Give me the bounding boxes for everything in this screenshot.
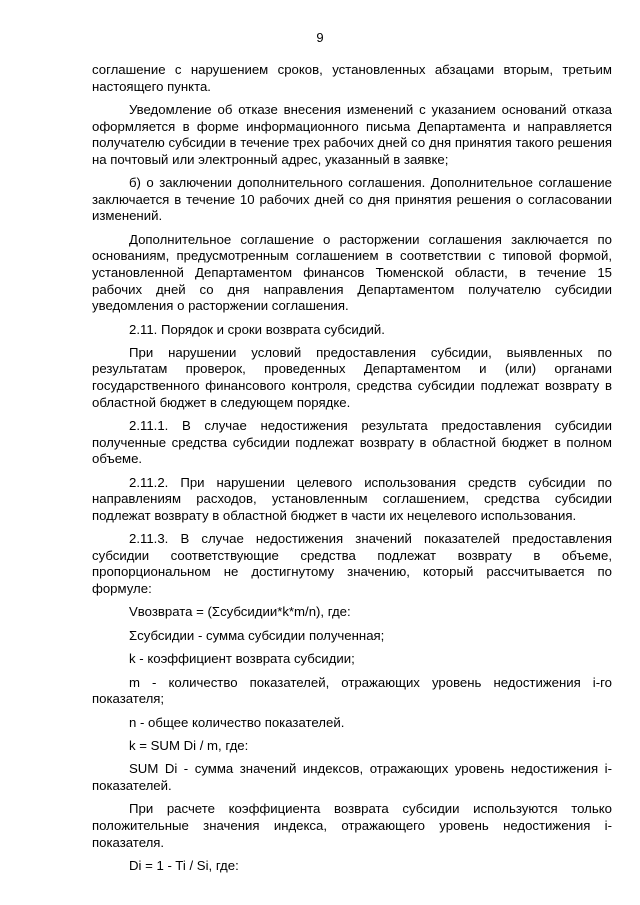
definition-k: k - коэффициент возврата субсидии; bbox=[129, 651, 355, 667]
definition-m: m - количество показателей, отражающих уровень недостижения i-го показателя; bbox=[92, 674, 612, 707]
formula-k: k = SUM Di / m, где: bbox=[129, 737, 249, 753]
definition-sum-di: SUM Di - сумма значений индексов, отражающих уровень недостижения i-показателей. bbox=[92, 761, 612, 793]
section-heading-2-11: 2.11. Порядок и сроки возврата субсидий. bbox=[129, 321, 385, 337]
paragraph-violation-return: При нарушении условий предоставления субсидии, выявленных по результатам проверок, проведенных Департаментом и (или) органами государственного финансового контроля, средства субсидии подлежат возврату в областной бюджет в следующем порядке. bbox=[92, 344, 612, 410]
page-number: 9 bbox=[316, 30, 324, 45]
formula-v-return: Vвозврата = (Σсубсидии*k*m/n), где: bbox=[129, 604, 351, 620]
paragraph-continuation: соглашение с нарушением сроков, установленных абзацами вторым, третьим настоящего пункта. bbox=[92, 62, 612, 94]
clause-2-11-1: 2.11.1. В случае недостижения результата предоставления субсидии полученные средства субсидии подлежат возврату в областной бюджет в полном объеме. bbox=[92, 418, 612, 467]
formula-di: Di = 1 - Ti / Si, где: bbox=[129, 857, 239, 873]
paragraph-refusal-notice: Уведомление об отказе внесения изменений с указанием оснований отказа оформляется в форме информационного письма Департамента и направляется получателю субсидии в течение трех рабочих дней со дня принятия такого решения на почтовый или электронный адрес, указанный в заявке; bbox=[92, 101, 612, 167]
definition-n: n - общее количество показателей. bbox=[129, 714, 345, 730]
clause-2-11-3: 2.11.3. В случае недостижения значений показателей предоставления субсидии соответствующие средства подлежат возврату в объеме, пропорциональном не достигнутому значению, который рассчитывается по формуле: bbox=[92, 531, 612, 596]
definition-sum-subsidy: Σсубсидии - сумма субсидии полученная; bbox=[129, 627, 385, 643]
paragraph-termination-agreement: Дополнительное соглашение о расторжении соглашения заключается по основаниям, предусмотренным соглашением в соответствии с типовой формой, установленной Департаментом финансов Тюменской области, в течение 15 рабочих дней со дня направления Департаментом получателю субсидии уведомления о расторжении соглашения. bbox=[92, 231, 612, 314]
paragraph-additional-agreement: б) о заключении дополнительного соглашения. Дополнительное соглашение заключается в течение 10 рабочих дней со дня принятия решения о согласовании изменений. bbox=[92, 175, 612, 224]
clause-2-11-2: 2.11.2. При нарушении целевого использования средств субсидии по направлениям расходов, установленным соглашением, средства субсидии подлежат возврату в областной бюджет в части их нецелевого использования. bbox=[92, 474, 612, 523]
paragraph-positive-values: При расчете коэффициента возврата субсидии используются только положительные значения индекса, отражающего уровень недостижения i-показателя. bbox=[92, 801, 612, 850]
document-body bbox=[92, 62, 612, 881]
